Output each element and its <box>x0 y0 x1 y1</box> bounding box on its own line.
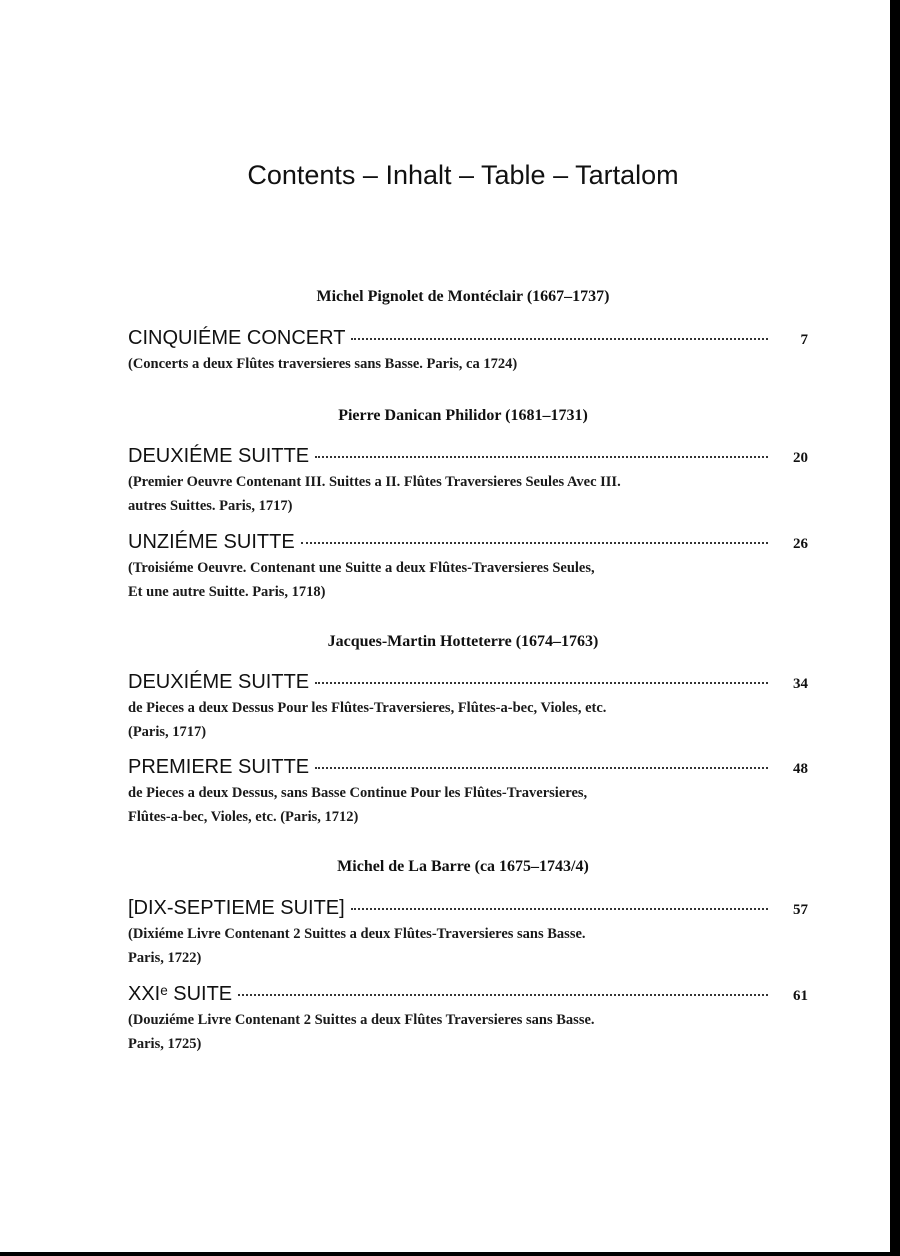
description-line: (Dixiéme Livre Contenant 2 Suittes a deux Flûtes-Traversieres sans Basse. <box>128 926 586 942</box>
toc-entry[interactable] <box>128 531 808 604</box>
description-line: de Pieces a deux Dessus, sans Basse Continue Pour les Flûtes-Traversieres, <box>128 785 588 801</box>
page-number: 48 <box>793 761 808 777</box>
page-number: 61 <box>793 988 808 1004</box>
description-line: (Concerts a deux Flûtes traversieres sans Basse. Paris, ca 1724) <box>128 356 518 372</box>
page-number: 57 <box>793 902 808 918</box>
entry-description <box>128 922 768 970</box>
page-number: 7 <box>800 332 808 348</box>
page-edge-right <box>890 0 900 1256</box>
toc-entry[interactable] <box>128 983 808 1056</box>
toc-entry[interactable] <box>128 756 808 829</box>
page-number: 20 <box>793 450 808 466</box>
dot-leader <box>351 337 768 340</box>
entry-description <box>128 470 768 518</box>
entry-title: DEUXIÉME SUITTE <box>128 671 310 693</box>
description-line: (Paris, 1717) <box>128 724 207 740</box>
dot-leader <box>238 993 768 996</box>
entry-description <box>128 696 768 744</box>
page-number: 26 <box>793 536 808 552</box>
dot-leader <box>315 455 768 458</box>
entry-title: CINQUIÉME CONCERT <box>128 327 346 349</box>
description-line: autres Suittes. Paris, 1717) <box>128 498 293 514</box>
entry-title: PREMIERE SUITTE <box>128 756 310 778</box>
composer-heading: Pierre Danican Philidor (1681–1731) <box>338 407 588 424</box>
description-line: Paris, 1722) <box>128 950 202 966</box>
description-line: Et une autre Suitte. Paris, 1718) <box>128 584 326 600</box>
toc-entry[interactable] <box>128 445 808 518</box>
dot-leader <box>301 541 768 544</box>
composer-heading: Jacques-Martin Hotteterre (1674–1763) <box>327 633 599 650</box>
dot-leader <box>315 766 768 769</box>
description-line: (Douziéme Livre Contenant 2 Suittes a deux Flûtes Traversieres sans Basse. <box>128 1012 595 1028</box>
page-edge-bottom <box>0 1252 900 1256</box>
toc-entry[interactable] <box>128 897 808 970</box>
entry-description <box>128 1008 768 1056</box>
entry-title: [DIX-SEPTIEME SUITE] <box>128 897 345 919</box>
description-line: (Premier Oeuvre Contenant III. Suittes a II. Flûtes Traversieres Seules Avec III. <box>128 474 621 490</box>
description-line: de Pieces a deux Dessus Pour les Flûtes-Traversieres, Flûtes-a-bec, Violes, etc. <box>128 700 607 716</box>
composer-heading: Michel Pignolet de Montéclair (1667–1737) <box>316 288 610 305</box>
composer-heading: Michel de La Barre (ca 1675–1743/4) <box>337 858 589 875</box>
toc-entry[interactable] <box>128 327 808 376</box>
page-title: Contents – Inhalt – Table – Tartalom <box>247 160 679 190</box>
entry-description <box>128 781 768 829</box>
entry-description <box>128 556 768 604</box>
entry-description <box>128 352 768 376</box>
entry-title: DEUXIÉME SUITTE <box>128 445 310 467</box>
description-line: (Troisiéme Oeuvre. Contenant une Suitte a deux Flûtes-Traversieres Seules, <box>128 560 595 576</box>
dot-leader <box>315 681 768 684</box>
entry-title: UNZIÉME SUITTE <box>128 531 295 553</box>
page-number: 34 <box>793 676 808 692</box>
dot-leader <box>351 907 768 910</box>
toc-entry[interactable] <box>128 671 808 744</box>
description-line: Paris, 1725) <box>128 1036 202 1052</box>
entry-title: XXIᵉ SUITE <box>128 983 233 1005</box>
description-line: Flûtes-a-bec, Violes, etc. (Paris, 1712) <box>128 809 359 825</box>
